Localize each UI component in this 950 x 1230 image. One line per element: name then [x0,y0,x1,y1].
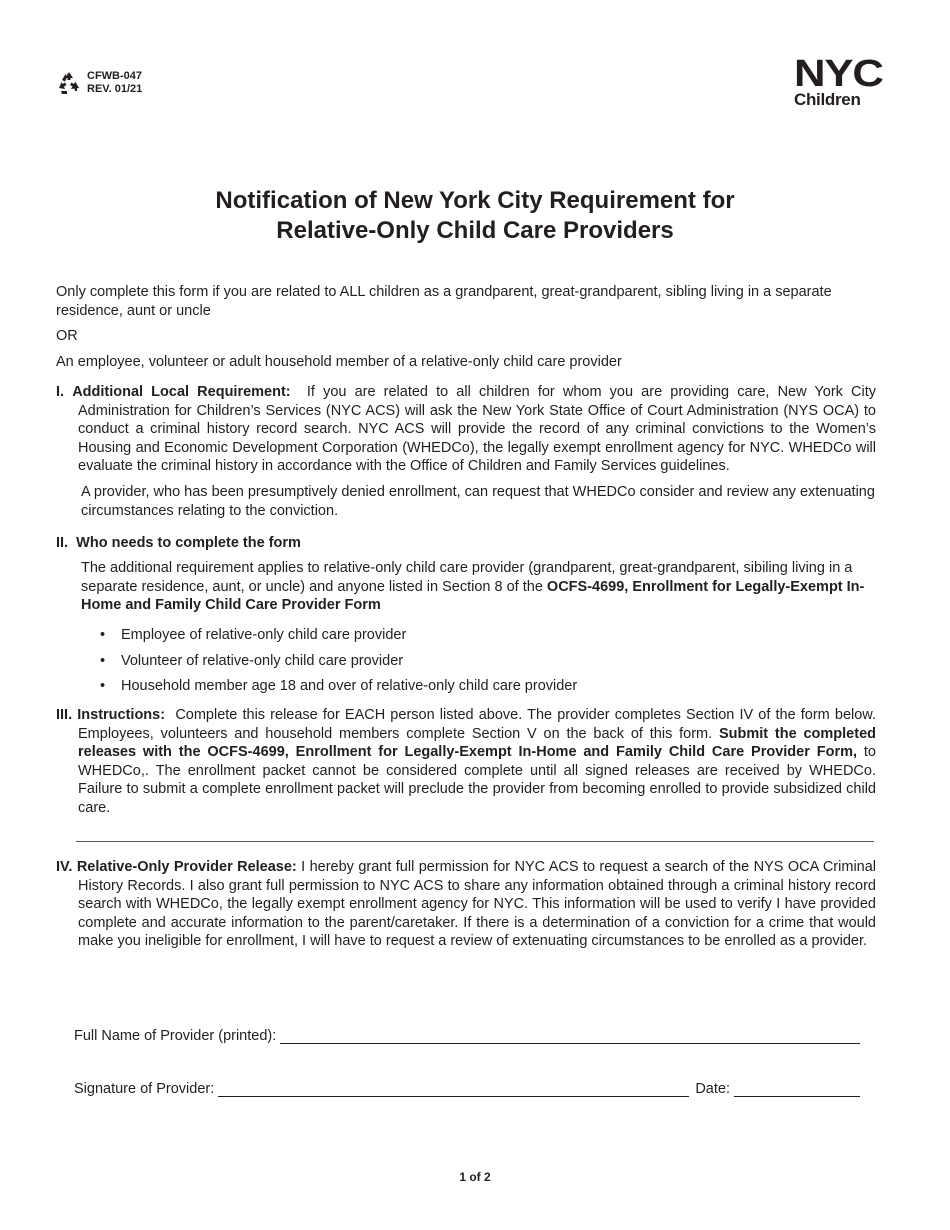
intro-employee-text: An employee, volunteer or adult household member of a relative-only child care provider [56,354,622,370]
section-divider [76,841,874,842]
section-2-form-reference: OCFS-4699, Enrollment for Legally-Exempt In-Home and Family Child Care Provider Form [81,578,865,614]
provider-signature-label: Signature of Provider: [74,1081,215,1097]
provider-name-row [74,1028,860,1044]
section-3-text-2: to WHEDCo,. The enrollment packet cannot be considered complete until all signed releases are received by WHEDCo. Failure to submit a complete enrollment packet will preclude the provider from becoming enrolled to provide subsidized child care. [78,744,876,816]
provider-signature-row [74,1081,860,1097]
title-line-2: Relative-Only Child Care Providers [276,217,674,244]
page-title [0,186,950,246]
section-4-number: IV. [56,859,73,875]
section-1-heading: Additional Local Requirement: [72,384,291,400]
section-1-text: If you are related to all children for whom you are providing care, New York City Administration for Children’s Services (NYC ACS) will ask the New York State Office of Court Administration (NYS OCA) to conduct a criminal history record search. NYC ACS will provide the record of any criminal convictions to the Women’s Housing and Economic Development Corporation (WHEDCo), the legally exempt enrollment agency for NYC. WHEDCo will evaluate the criminal history in accordance with the Office of Children and Family Services guidelines. [78,384,877,475]
list-item: • Household member age 18 and over of relative-only child care provider [100,677,577,695]
form-code-block [56,70,142,96]
form-revision: REV. 01/21 [87,83,143,95]
date-field[interactable] [734,1081,860,1097]
section-2-body: The additional requirement applies to relative-only child care provider (grandparent, great-grandparent, sibiling living in a separate residence, aunt, or uncle) and anyone listed in Section 8 of the [81,560,853,595]
recycle-icon [56,70,82,96]
logo-nyc-text: NYC [794,53,883,95]
list-item: • Volunteer of relative-only child care provider [100,652,577,670]
intro-or-text: OR [56,328,78,344]
section-4-text: I hereby grant full permission for NYC ACS to request a search of the NYS OCA Criminal History Records. I also grant full permission to NYC ACS to share any information obtained through a criminal history record search with WHEDCo, the legally exempt enrollment agency for NYC. This information will be used to verify I have provided complete and accurate information to the parent/caretaker. If there is a determination of a conviction for a crime that would make you ineligible for enrollment, I will have to request a review of extenuating circumstances to be enrolled as a provider. [78,859,877,950]
section-3-heading: Instructions: [77,707,166,723]
section-2-header [56,534,301,553]
section-3-number: III. [56,707,73,723]
section-2-number: II. [56,535,69,551]
section-4-heading: Relative-Only Provider Release: [76,859,297,875]
section-3-submit-instruction: Submit the completed releases with the OCFS-4699, Enrollment for Legally-Exempt In-Home and Family Child Care Provider Form, [78,725,876,761]
section-2-heading: Who needs to complete the form [76,535,301,551]
provider-signature-field[interactable] [218,1081,689,1097]
nyc-children-logo [794,53,892,110]
date-label: Date: [695,1081,730,1097]
section-1-number: I. [56,384,65,400]
list-item: • Employee of relative-only child care provider [100,626,577,644]
section-3-text-1: Complete this release for EACH person listed above. The provider completes Section IV of the form below. Employees, volunteers and household members complete Section V on the back of this form. [78,707,876,742]
section-2-text [81,559,881,615]
provider-name-label: Full Name of Provider (printed): [74,1028,277,1044]
section-1-paragraph-2: A provider, who has been presumptively denied enrollment, can request that WHEDCo consider and review any extenuating circumstances relating to the conviction. [81,484,875,519]
who-needs-list [100,626,577,703]
title-line-1: Notification of New York City Requirement for [215,187,735,214]
logo-children-text: Children [794,90,861,109]
provider-name-field[interactable] [280,1028,860,1044]
section-4 [56,858,876,951]
section-3 [56,706,876,818]
page-number: 1 of 2 [459,1170,491,1184]
section-1 [56,383,876,476]
form-code: CFWB-047 [87,70,143,82]
intro-eligibility-text: Only complete this form if you are related to ALL children as a grandparent, great-grandparent, sibling living in a separate residence, aunt or uncle [56,284,832,319]
